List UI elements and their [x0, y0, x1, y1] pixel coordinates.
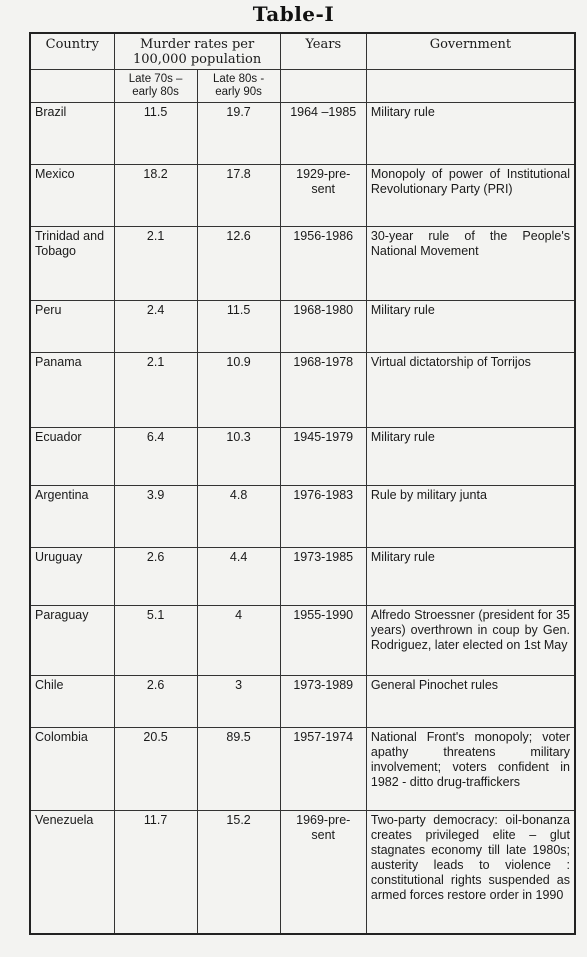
rate-late70s-cell: 2.6 — [114, 548, 197, 606]
country-cell: Brazil — [30, 103, 114, 165]
country-cell: Paraguay — [30, 606, 114, 676]
government-cell: Military rule — [366, 428, 575, 486]
years-cell: 1976-1983 — [280, 486, 366, 548]
rate-late80s-cell: 4 — [197, 606, 280, 676]
table-row — [30, 301, 575, 353]
rate-late80s-cell: 4.8 — [197, 486, 280, 548]
table-row — [30, 548, 575, 606]
subheader-empty — [366, 70, 575, 103]
government-cell: Military rule — [366, 301, 575, 353]
years-cell: 1955-1990 — [280, 606, 366, 676]
rate-late80s-cell: 11.5 — [197, 301, 280, 353]
country-cell: Peru — [30, 301, 114, 353]
country-cell: Ecuador — [30, 428, 114, 486]
government-cell: Monopoly of power of Institutional Revolutionary Party (PRI) — [366, 165, 575, 227]
table-row — [30, 227, 575, 301]
subheader-late80s: Late 80s - early 90s — [197, 70, 280, 103]
rate-late70s-cell: 3.9 — [114, 486, 197, 548]
rate-late80s-cell: 3 — [197, 676, 280, 728]
table-row — [30, 353, 575, 428]
table-row — [30, 728, 575, 811]
rate-late70s-cell: 2.1 — [114, 353, 197, 428]
rate-late80s-cell: 17.8 — [197, 165, 280, 227]
government-cell: 30-year rule of the People's National Movement — [366, 227, 575, 301]
subheader-late70s: Late 70s –early 80s — [114, 70, 197, 103]
rate-late80s-cell: 19.7 — [197, 103, 280, 165]
years-cell: 1956-1986 — [280, 227, 366, 301]
rate-late70s-cell: 5.1 — [114, 606, 197, 676]
table-row — [30, 428, 575, 486]
government-cell: Military rule — [366, 548, 575, 606]
header-years: Years — [280, 33, 366, 70]
rate-late80s-cell: 15.2 — [197, 811, 280, 934]
rate-late70s-cell: 18.2 — [114, 165, 197, 227]
table-row — [30, 165, 575, 227]
rate-late70s-cell: 11.5 — [114, 103, 197, 165]
rate-late80s-cell: 10.9 — [197, 353, 280, 428]
header-murder-rates: Murder rates per 100,000 population — [114, 33, 280, 70]
rate-late80s-cell: 12.6 — [197, 227, 280, 301]
subheader-row — [30, 70, 575, 103]
table-row — [30, 486, 575, 548]
government-cell: Military rule — [366, 103, 575, 165]
government-cell: Virtual dictatorship of Torrijos — [366, 353, 575, 428]
years-cell: 1929-pre-sent — [280, 165, 366, 227]
country-cell: Panama — [30, 353, 114, 428]
table-row — [30, 606, 575, 676]
years-cell: 1968-1980 — [280, 301, 366, 353]
rate-late70s-cell: 20.5 — [114, 728, 197, 811]
rate-late70s-cell: 2.4 — [114, 301, 197, 353]
table-row — [30, 811, 575, 934]
header-row — [30, 33, 575, 70]
government-cell: Rule by military junta — [366, 486, 575, 548]
years-cell: 1968-1978 — [280, 353, 366, 428]
rate-late70s-cell: 6.4 — [114, 428, 197, 486]
country-cell: Argentina — [30, 486, 114, 548]
years-cell: 1973-1985 — [280, 548, 366, 606]
rate-late80s-cell: 4.4 — [197, 548, 280, 606]
government-cell: National Front's monopoly; voter apathy threatens military involvement; voters confident in 1982 - ditto drug-traffickers — [366, 728, 575, 811]
years-cell: 1969-pre-sent — [280, 811, 366, 934]
years-cell: 1957-1974 — [280, 728, 366, 811]
government-cell: Alfredo Stroessner (president for 35 years) overthrown in coup by Gen. Rodriguez, later elected on 1st May — [366, 606, 575, 676]
table-row — [30, 103, 575, 165]
header-country: Country — [30, 33, 114, 70]
header-government: Government — [366, 33, 575, 70]
subheader-empty — [30, 70, 114, 103]
country-cell: Venezuela — [30, 811, 114, 934]
years-cell: 1964 –1985 — [280, 103, 366, 165]
government-cell: Two-party democracy: oil-bonanza creates privileged elite – glut stagnates economy till late 1980s; austerity leads to violence : constitutional rights suspended as armed forces restore order in 1990 — [366, 811, 575, 934]
country-cell: Uruguay — [30, 548, 114, 606]
years-cell: 1945-1979 — [280, 428, 366, 486]
rate-late70s-cell: 11.7 — [114, 811, 197, 934]
murder-rates-table — [29, 32, 576, 935]
rate-late70s-cell: 2.1 — [114, 227, 197, 301]
rate-late80s-cell: 10.3 — [197, 428, 280, 486]
country-cell: Trinidad and Tobago — [30, 227, 114, 301]
government-cell: General Pinochet rules — [366, 676, 575, 728]
years-cell: 1973-1989 — [280, 676, 366, 728]
table-title: Table-I — [252, 2, 335, 26]
rate-late70s-cell: 2.6 — [114, 676, 197, 728]
country-cell: Colombia — [30, 728, 114, 811]
country-cell: Chile — [30, 676, 114, 728]
table-row — [30, 676, 575, 728]
country-cell: Mexico — [30, 165, 114, 227]
rate-late80s-cell: 89.5 — [197, 728, 280, 811]
subheader-empty — [280, 70, 366, 103]
